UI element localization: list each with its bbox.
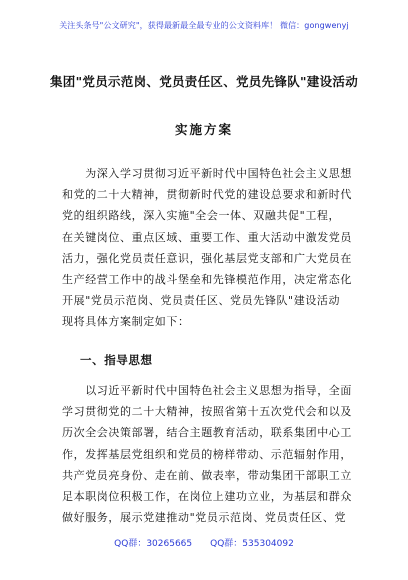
paragraph-line: 生产经营工作中的战斗堡垒和先锋模范作用，决定常态化 [62, 273, 352, 287]
paragraph-line: 做好服务，展示党建推动"党员示范岗、党员责任区、党 [62, 511, 347, 525]
paragraph-line: 现将具体方案制定如下： [62, 315, 190, 329]
document-title: 集团"党员示范岗、党员责任区、党员先锋队"建设活动 [49, 74, 359, 89]
section-heading: 一、指导思想 [80, 353, 153, 367]
paragraph-line: 历次全会决策部署，结合主题教育活动，联系集团中心工 [62, 426, 352, 440]
header-note: 关注头条号"公文研究"，获得最新最全最专业的公文资料库！ 微信：gongwenyj [59, 21, 349, 30]
paragraph-line: 共产党员亮身份、走在前、做表率，带动集团干部职工立 [62, 468, 352, 482]
paragraph-line: 活力，强化党员责任意识，强化基层党支部和广大党员在 [62, 251, 352, 265]
paragraph-line: 足本职岗位积极工作，在岗位上建功立业，为基层和群众 [62, 490, 352, 504]
document-subtitle: 实施方案 [174, 122, 233, 137]
paragraph-line: 为深入学习贯彻习近平新时代中国特色社会主义思想 [62, 167, 352, 180]
paragraph-line: 作，发挥基层党组织和党员的榜样带动、示范辐射作用， [62, 447, 352, 461]
paragraph-line: 开展"党员示范岗、党员责任区、党员先锋队"建设活动 [62, 294, 341, 308]
paragraph-line: 和党的二十大精神，贯彻新时代党的建设总要求和新时代 [62, 188, 352, 202]
paragraph-line: 以习近平新时代中国特色社会主义思想为指导，全面 [62, 384, 352, 397]
intro-paragraph [62, 163, 350, 333]
paragraph-line: 在关键岗位、重点区域、重要工作、重大活动中激发党员 [62, 230, 352, 244]
footer-note: QQ群：30265665 QQ群：535304092 [114, 539, 294, 549]
paragraph-line: 学习贯彻党的二十大精神，按照省第十五次党代会和以及 [62, 405, 352, 419]
guiding-paragraph [62, 380, 350, 528]
paragraph-line: 党的组织路线，深入实施"全会一体、双融共促"工程， [62, 209, 341, 223]
